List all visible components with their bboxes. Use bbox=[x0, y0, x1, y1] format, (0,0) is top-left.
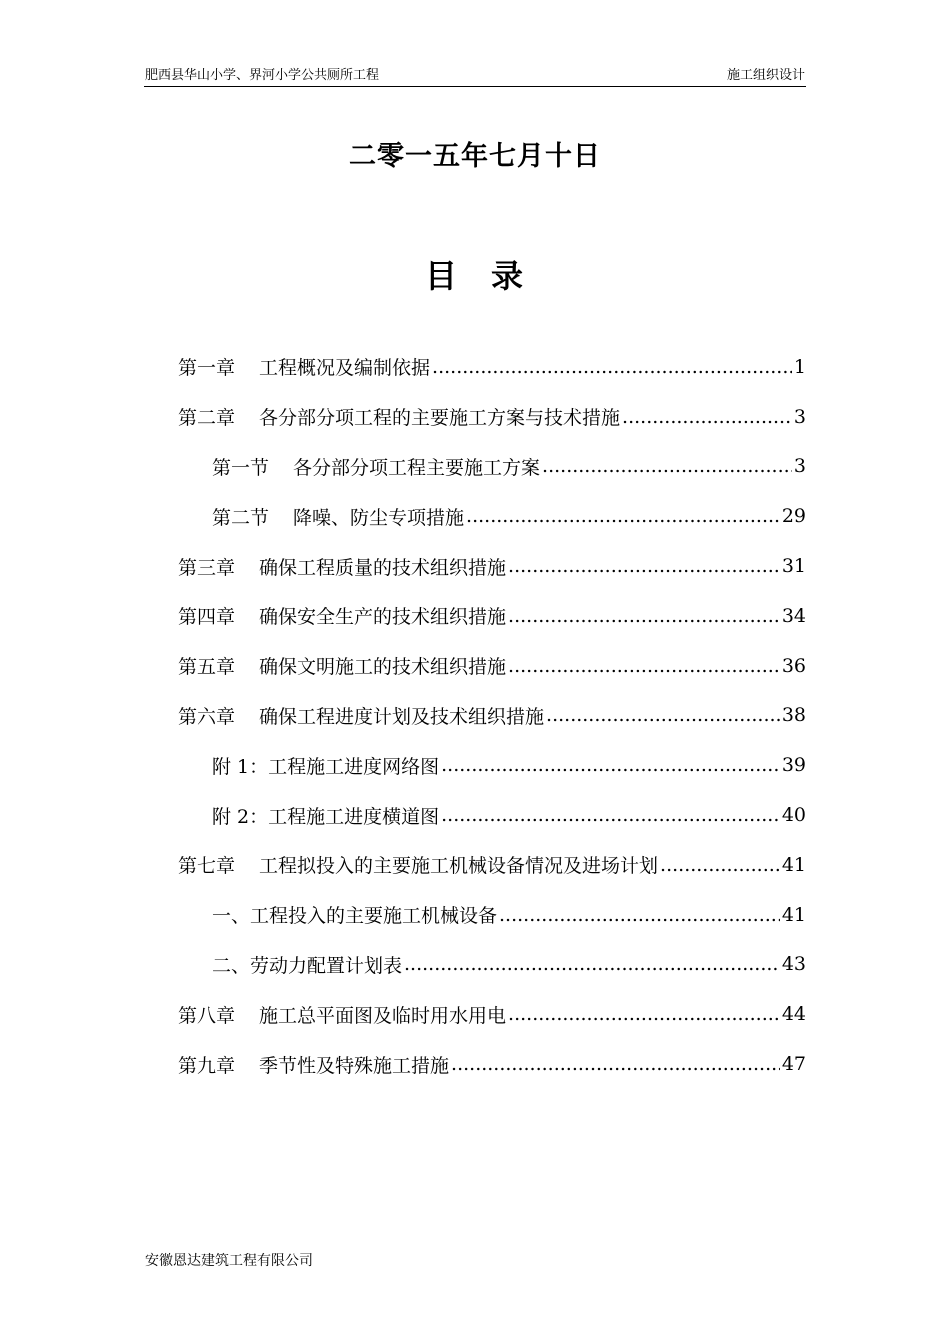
table-of-contents bbox=[178, 342, 806, 1089]
toc-entry[interactable] bbox=[178, 392, 806, 442]
toc-entry-title: 确保工程进度计划及技术组织措施 bbox=[259, 705, 545, 728]
toc-entry-title: 确保工程质量的技术组织措施 bbox=[259, 556, 507, 579]
toc-leader-dots bbox=[499, 904, 780, 926]
toc-entry-page: 3 bbox=[793, 405, 806, 428]
toc-entry[interactable] bbox=[178, 989, 806, 1039]
toc-entry[interactable] bbox=[178, 342, 806, 392]
toc-entry-page: 43 bbox=[781, 953, 806, 976]
toc-entry-title: 降噪、防尘专项措施 bbox=[293, 506, 465, 529]
toc-entry-page: 1 bbox=[793, 355, 806, 378]
toc-entry-page: 38 bbox=[781, 704, 806, 727]
toc-leader-dots bbox=[542, 455, 792, 477]
toc-leader-dots bbox=[508, 605, 780, 627]
toc-entry-title: 附 1：工程施工进度网络图 bbox=[212, 755, 440, 778]
toc-entry-number: 第四章 bbox=[178, 606, 236, 629]
toc-entry-number: 第五章 bbox=[178, 656, 236, 679]
toc-entry-title: 二、劳动力配置计划表 bbox=[212, 954, 403, 977]
toc-entry-page: 44 bbox=[781, 1003, 806, 1026]
toc-entry-title: 一、工程投入的主要施工机械设备 bbox=[212, 905, 498, 928]
toc-entry[interactable] bbox=[178, 840, 806, 890]
toc-entry[interactable] bbox=[178, 740, 806, 790]
toc-entry[interactable] bbox=[178, 890, 806, 940]
toc-leader-dots bbox=[508, 555, 780, 577]
toc-entry-page: 40 bbox=[781, 804, 806, 827]
toc-entry-title: 工程拟投入的主要施工机械设备情况及进场计划 bbox=[259, 855, 659, 878]
toc-entry-page: 3 bbox=[793, 455, 806, 478]
toc-leader-dots bbox=[441, 804, 780, 826]
toc-entry-page: 31 bbox=[781, 555, 806, 578]
toc-entry-title: 施工总平面图及临时用水用电 bbox=[259, 1004, 507, 1027]
toc-entry[interactable] bbox=[178, 940, 806, 990]
page-header bbox=[144, 66, 806, 87]
toc-leader-dots bbox=[466, 505, 780, 527]
toc-title bbox=[0, 251, 950, 297]
toc-entry-page: 41 bbox=[781, 853, 806, 876]
toc-entry-number: 第一节 bbox=[212, 456, 270, 479]
toc-entry-page: 47 bbox=[781, 1053, 806, 1076]
toc-title-char-2: 录 bbox=[491, 257, 526, 295]
toc-leader-dots bbox=[546, 704, 780, 726]
toc-entry-number: 第八章 bbox=[178, 1004, 236, 1027]
toc-entry-number: 第六章 bbox=[178, 705, 236, 728]
toc-entry-title: 确保文明施工的技术组织措施 bbox=[259, 656, 507, 679]
toc-leader-dots bbox=[451, 1053, 780, 1075]
toc-entry-title: 各分部分项工程的主要施工方案与技术措施 bbox=[259, 407, 621, 430]
toc-leader-dots bbox=[508, 1003, 780, 1025]
toc-entry-page: 36 bbox=[781, 654, 806, 677]
toc-entry-number: 第三章 bbox=[178, 556, 236, 579]
toc-leader-dots bbox=[441, 754, 780, 776]
toc-entry-title: 工程概况及编制依据 bbox=[259, 357, 431, 380]
toc-entry[interactable] bbox=[178, 591, 806, 641]
toc-title-char-1: 目 bbox=[424, 257, 459, 295]
toc-entry-title: 各分部分项工程主要施工方案 bbox=[293, 456, 541, 479]
toc-entry[interactable] bbox=[178, 491, 806, 541]
toc-entry-title: 确保安全生产的技术组织措施 bbox=[259, 606, 507, 629]
page-footer: 安徽恩达建筑工程有限公司 bbox=[145, 1253, 313, 1269]
toc-entry-number: 第九章 bbox=[178, 1054, 236, 1077]
toc-leader-dots bbox=[660, 854, 780, 876]
toc-leader-dots bbox=[508, 655, 780, 677]
toc-entry[interactable] bbox=[178, 541, 806, 591]
header-project-name: 肥西县华山小学、界河小学公共厕所工程 bbox=[145, 68, 380, 83]
toc-entry-number: 第二章 bbox=[178, 407, 236, 430]
toc-entry-page: 39 bbox=[781, 754, 806, 777]
date-title: 二零一五年七月十日 bbox=[349, 141, 601, 172]
toc-entry[interactable] bbox=[178, 790, 806, 840]
toc-entry-title: 季节性及特殊施工措施 bbox=[259, 1054, 450, 1077]
toc-entry-number: 第七章 bbox=[178, 855, 236, 878]
toc-entry-page: 41 bbox=[781, 903, 806, 926]
toc-leader-dots bbox=[622, 406, 792, 428]
toc-entry-page: 29 bbox=[781, 505, 806, 528]
toc-entry-number: 第一章 bbox=[178, 357, 236, 380]
toc-leader-dots bbox=[432, 356, 792, 378]
toc-leader-dots bbox=[404, 953, 780, 975]
toc-entry-title: 附 2：工程施工进度横道图 bbox=[212, 805, 440, 828]
toc-entry[interactable] bbox=[178, 1039, 806, 1089]
toc-entry[interactable] bbox=[178, 641, 806, 691]
toc-entry-page: 34 bbox=[781, 604, 806, 627]
toc-entry[interactable] bbox=[178, 691, 806, 741]
toc-entry[interactable] bbox=[178, 442, 806, 492]
header-document-type: 施工组织设计 bbox=[726, 68, 805, 83]
toc-entry-number: 第二节 bbox=[212, 506, 270, 529]
